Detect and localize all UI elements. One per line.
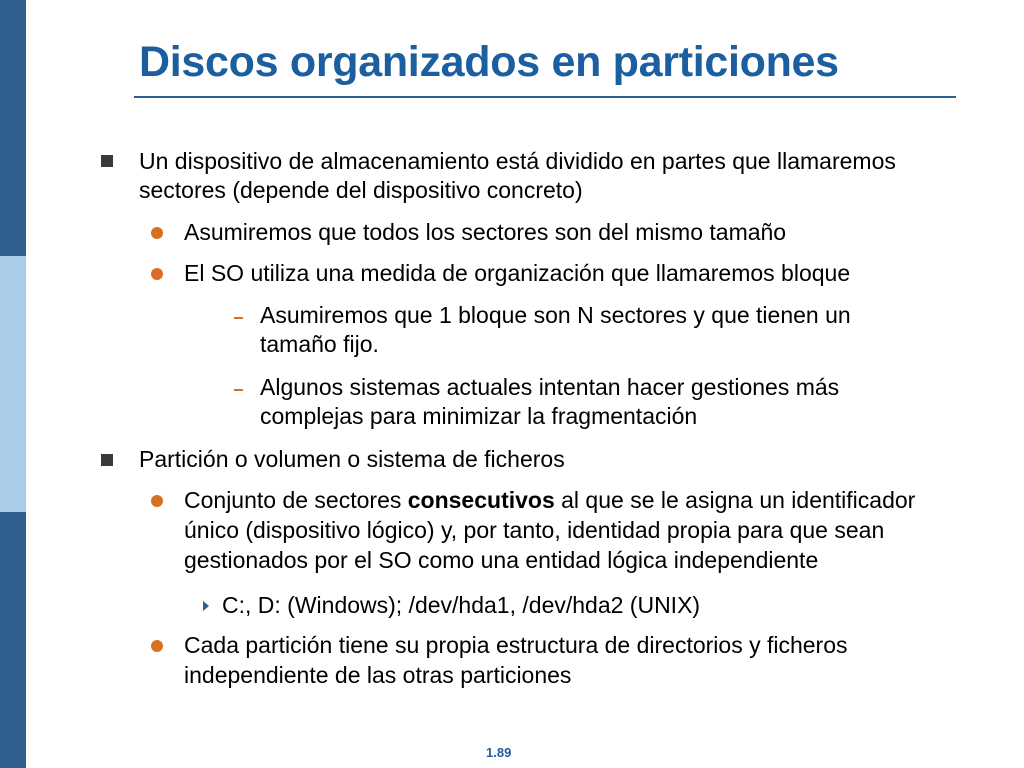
sub3-pre: Conjunto de sectores xyxy=(184,487,408,513)
side-band-middle xyxy=(0,256,26,512)
subsub2-line1: Algunos sistemas actuales intentan hacer gestiones más xyxy=(260,374,840,400)
side-band-top xyxy=(0,0,26,256)
round-bullet-icon xyxy=(151,495,163,507)
sub1-text: Asumiremos que todos los sectores son del mismo tamaño xyxy=(184,219,787,245)
item2-text: Partición o volumen o sistema de ficheros xyxy=(139,446,565,472)
sub2-text: El SO utiliza una medida de organización que llamaremos bloque xyxy=(184,260,851,286)
sub3-line2: único (dispositivo lógico) y, por tanto, identidad propia para que sean xyxy=(184,517,885,543)
sub3-post: al que se le asigna un identificador xyxy=(554,487,916,513)
sub3-line3: gestionados por el SO como una entidad lógica independiente xyxy=(184,547,819,573)
subsub3-text: C:, D: (Windows); /dev/hda1, /dev/hda2 (UNIX) xyxy=(222,592,701,618)
square-bullet-icon xyxy=(101,454,113,466)
subsub2-line2: complejas para minimizar la fragmentación xyxy=(260,403,698,429)
sub4-line1: Cada partición tiene su propia estructura de directorios y ficheros xyxy=(184,632,848,658)
side-band-bottom xyxy=(0,512,26,768)
sub3-bold: consecutivos xyxy=(407,487,555,513)
round-bullet-icon xyxy=(151,640,163,652)
triangle-bullet-icon xyxy=(203,601,209,611)
dash-bullet-icon xyxy=(234,317,243,319)
square-bullet-icon xyxy=(101,155,113,167)
round-bullet-icon xyxy=(151,268,163,280)
item1-line2: sectores (depende del dispositivo concreto) xyxy=(139,177,583,203)
sub4-line2: independiente de las otras particiones xyxy=(184,662,572,688)
sub3-line1 xyxy=(184,486,915,515)
subsub1-line2: tamaño fijo. xyxy=(260,331,379,357)
subsub1-line1: Asumiremos que 1 bloque son N sectores y que tienen un xyxy=(260,302,851,328)
dash-bullet-icon xyxy=(234,389,243,391)
page-number: 1.89 xyxy=(486,745,512,760)
slide-title: Discos organizados en particiones xyxy=(139,38,839,86)
item1-line1: Un dispositivo de almacenamiento está dividido en partes que llamaremos xyxy=(139,148,896,174)
round-bullet-icon xyxy=(151,227,163,239)
title-underline xyxy=(134,96,956,98)
